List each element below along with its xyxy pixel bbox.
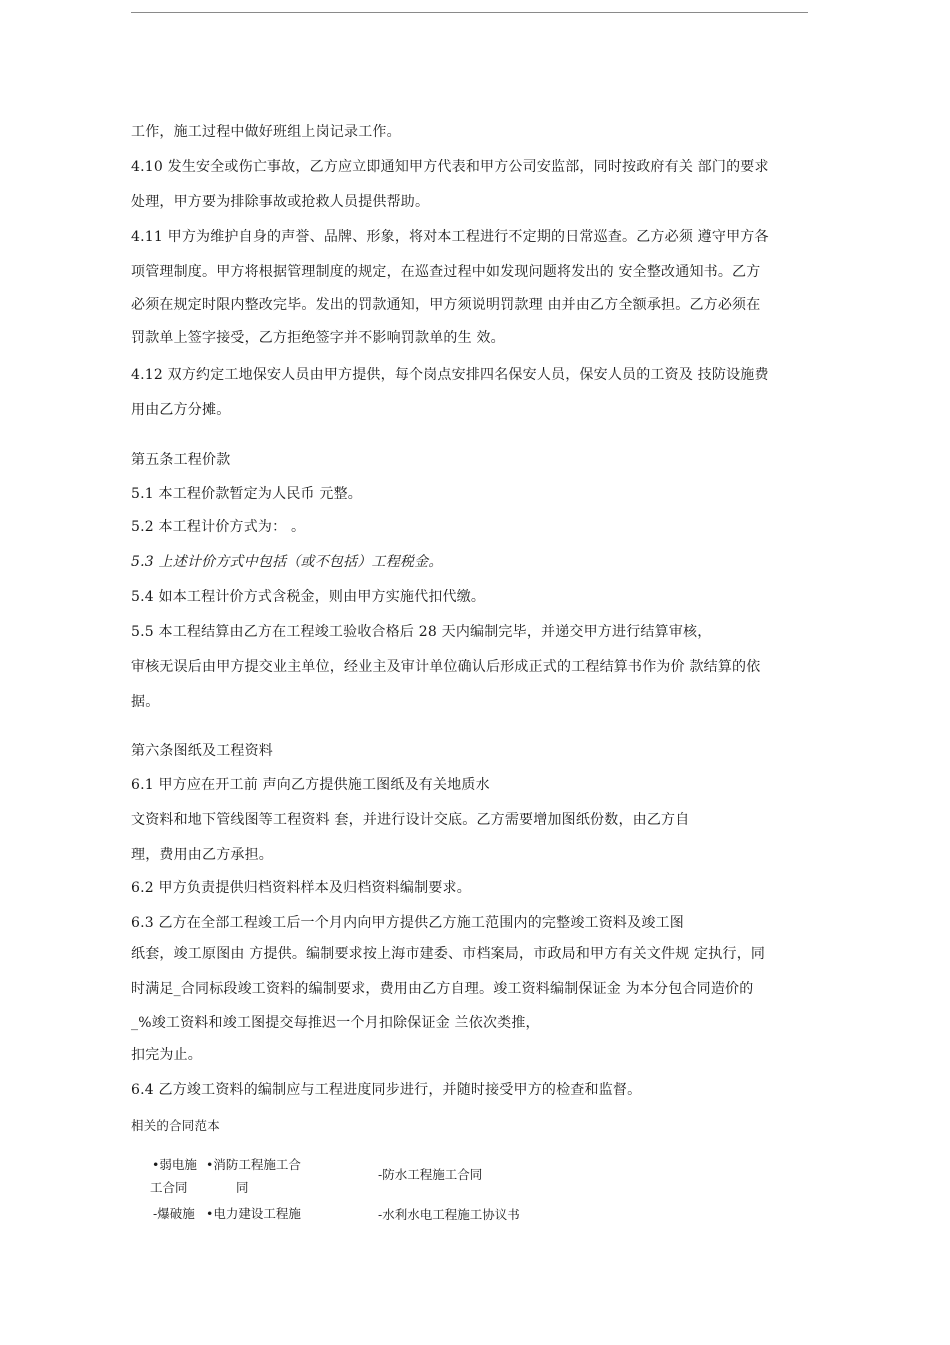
text-line: 6.4 乙方竣工资料的编制应与工程进度同步进行，并随时接受甲方的检查和监督。	[131, 1082, 642, 1098]
text-line: 处理，甲方要为排除事故或抢救人员提供帮助。	[131, 194, 430, 210]
text-line: 5.3 上述计价方式中包括（或不包括）工程税金。	[131, 554, 443, 570]
text-line: 6.3 乙方在全部工程竣工后一个月内向甲方提供乙方施工范围内的完整竣工资料及竣工图	[131, 915, 684, 931]
text-line: 5.1 本工程价款暂定为人民币 元整。	[131, 486, 362, 502]
related-link[interactable]: •消防工程施工合	[206, 1157, 301, 1172]
text-line: _%竣工资料和竣工图提交每推迟一个月扣除保证金 兰依次类推，	[131, 1015, 540, 1031]
text-line: 4.12 双方约定工地保安人员由甲方提供，每个岗点安排四名保安人员，保安人员的工资及 技防设施费	[131, 367, 769, 383]
text-line: 用由乙方分摊。	[131, 402, 231, 418]
text-line: 5.4 如本工程计价方式含税金，则由甲方实施代扣代缴。	[131, 589, 486, 605]
text-line: 项管理制度。甲方将根据管理制度的规定，在巡查过程中如发现问题将发出的 安全整改通知书。乙方	[131, 264, 761, 280]
text-line: 工作，施工过程中做好班组上岗记录工作。	[131, 124, 401, 140]
text-line: 6.1 甲方应在开工前 声向乙方提供施工图纸及有关地质水	[131, 777, 490, 793]
related-link[interactable]: •电力建设工程施	[206, 1206, 301, 1221]
related-link[interactable]: •弱电施	[152, 1157, 197, 1172]
text-line: 4.11 甲方为维护自身的声誉、品牌、形象，将对本工程进行不定期的日常巡查。乙方必须 遵守甲方各	[131, 229, 769, 245]
related-link[interactable]: -防水工程施工合同	[378, 1167, 483, 1182]
text-line: 理，费用由乙方承担。	[131, 847, 273, 863]
related-link[interactable]: 同	[236, 1180, 249, 1195]
text-line: 审核无误后由甲方提交业主单位，经业主及审计单位确认后形成正式的工程结算书作为价 款结算的依	[131, 659, 761, 675]
header-rule	[131, 12, 808, 13]
text-line: 5.5 本工程结算由乙方在工程竣工验收合格后 28 天内编制完毕，并递交甲方进行结算审核，	[131, 624, 712, 640]
section-heading: 第五条工程价款	[131, 452, 231, 468]
text-line: 文资料和地下管线图等工程资料 套，并进行设计交底。乙方需要增加图纸份数，由乙方自	[131, 812, 690, 828]
section-heading: 第六条图纸及工程资料	[131, 743, 273, 759]
related-link[interactable]: -水利水电工程施工协议书	[378, 1207, 520, 1222]
text-line: 扣完为止。	[131, 1047, 202, 1063]
text-line: 据。	[131, 694, 160, 710]
text-line: 6.2 甲方负责提供归档资料样本及归档资料编制要求。	[131, 880, 471, 896]
text-line: 时满足_合同标段竣工资料的编制要求，费用由乙方自理。竣工资料编制保证金 为本分包合同造价的	[131, 981, 754, 997]
text-line: 必须在规定时限内整改完毕。发出的罚款通知，甲方须说明罚款理 由并由乙方全额承担。乙方必须在	[131, 297, 761, 313]
related-title: 相关的合同范本	[131, 1118, 220, 1133]
text-line: 5.2 本工程计价方式为： 。	[131, 519, 306, 535]
related-link[interactable]: 工合同	[150, 1180, 188, 1195]
text-line: 纸套，竣工原图由 方提供。编制要求按上海市建委、市档案局，市政局和甲方有关文件规 定执行，同	[131, 946, 766, 962]
text-line: 4.10 发生安全或伤亡事故，乙方应立即通知甲方代表和甲方公司安监部，同时按政府有关 部门的要求	[131, 159, 769, 175]
text-line: 罚款单上签字接受，乙方拒绝签字并不影响罚款单的生 效。	[131, 330, 505, 346]
related-link[interactable]: -爆破施	[153, 1206, 195, 1221]
